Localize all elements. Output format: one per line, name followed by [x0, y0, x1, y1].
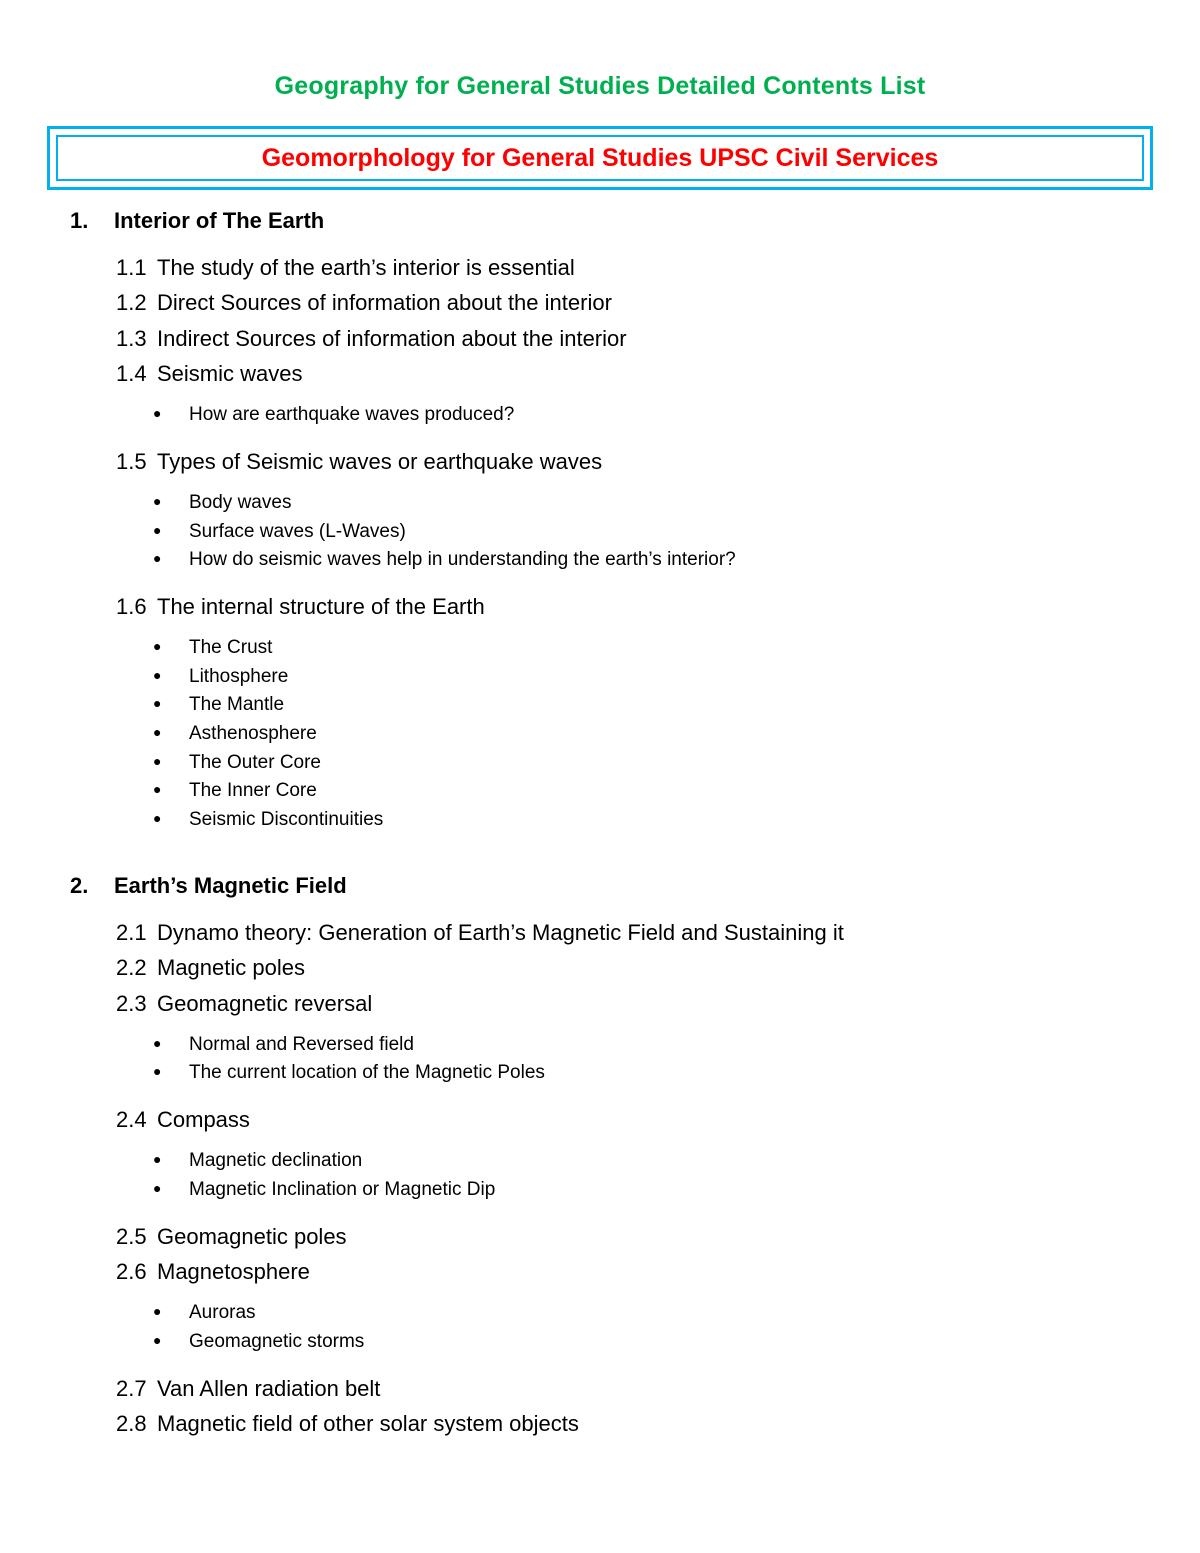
- bullet-text: The Crust: [189, 637, 273, 659]
- subsection-item: [116, 290, 612, 316]
- subsection-number: 1.2: [116, 290, 147, 316]
- section-banner-inner: [56, 135, 1144, 181]
- bullet-icon: ●: [153, 809, 162, 826]
- subsection-title: Compass: [157, 1107, 250, 1133]
- subsection-number: 2.7: [116, 1375, 147, 1401]
- subsection-number: 2.3: [116, 990, 147, 1016]
- subsection-number: 2.5: [116, 1223, 147, 1249]
- bullet-item: [153, 521, 406, 543]
- bullet-text: Normal and Reversed field: [189, 1033, 414, 1055]
- subsection-title: Magnetic poles: [157, 955, 305, 981]
- subsection-title: Indirect Sources of information about the interior: [157, 325, 627, 351]
- subsection-item: [116, 955, 305, 981]
- subsection-item: [116, 1224, 347, 1250]
- subsection-title: Direct Sources of information about the interior: [157, 290, 612, 316]
- bullet-icon: ●: [153, 521, 162, 538]
- section-heading: [70, 873, 347, 899]
- subsection-number: 1.1: [116, 255, 147, 280]
- bullet-text: Lithosphere: [189, 665, 289, 687]
- subsection-title: The internal structure of the Earth: [157, 594, 485, 620]
- subsection-title: Seismic waves: [157, 360, 303, 386]
- subsection-title: Dynamo theory: Generation of Earth’s Magnetic Field and Sustaining it: [157, 920, 844, 945]
- bullet-text: Surface waves (L-Waves): [189, 520, 406, 542]
- section-number: 1.: [70, 208, 89, 233]
- bullet-icon: ●: [153, 723, 162, 740]
- bullet-icon: ●: [153, 666, 162, 683]
- subsection-item: [116, 594, 485, 620]
- subsection-number: 2.6: [116, 1259, 147, 1285]
- bullet-item: [153, 404, 514, 426]
- bullet-item: [153, 1062, 545, 1084]
- banner-title: Geomorphology for General Studies UPSC Civil Services: [261, 143, 939, 172]
- bullet-text: How are earthquake waves produced?: [189, 403, 515, 425]
- bullet-icon: ●: [153, 695, 162, 712]
- bullet-icon: ●: [153, 550, 162, 567]
- bullet-item: [153, 492, 291, 514]
- bullet-text: The Inner Core: [189, 780, 317, 802]
- subsection-item: [116, 449, 602, 475]
- subsection-title: Magnetic field of other solar system objects: [157, 1411, 579, 1436]
- subsection-number: 1.3: [116, 325, 147, 351]
- bullet-text: Asthenosphere: [189, 722, 317, 744]
- bullet-text: The current location of the Magnetic Poles: [189, 1062, 545, 1084]
- subsection-number: 2.4: [116, 1107, 147, 1133]
- bullet-icon: ●: [153, 638, 162, 655]
- bullet-text: Body waves: [189, 491, 292, 513]
- bullet-icon: ●: [153, 404, 162, 421]
- bullet-icon: ●: [153, 781, 162, 798]
- subsection-title: Geomagnetic reversal: [157, 990, 373, 1016]
- section-heading: [70, 208, 324, 234]
- bullet-icon: ●: [153, 492, 162, 509]
- subsection-item: [116, 326, 627, 352]
- subsection-number: 1.5: [116, 448, 147, 474]
- bullet-icon: ●: [153, 1063, 162, 1080]
- bullet-text: Magnetic Inclination or Magnetic Dip: [189, 1178, 496, 1200]
- subsection-item: [116, 1107, 250, 1133]
- subsection-title: The study of the earth’s interior is essential: [157, 255, 575, 280]
- bullet-icon: ●: [153, 1151, 162, 1168]
- subsection-number: 1.4: [116, 360, 147, 386]
- subsection-item: [116, 991, 372, 1017]
- section-banner: [47, 126, 1153, 190]
- subsection-item: [116, 1259, 310, 1285]
- bullet-item: [153, 549, 736, 571]
- bullet-item: [153, 809, 383, 831]
- bullet-text: The Mantle: [189, 694, 285, 716]
- subsection-item: [116, 255, 575, 281]
- subsection-item: [116, 1376, 380, 1402]
- document-title: Geography for General Studies Detailed Contents List: [274, 72, 926, 100]
- subsection-number: 2.8: [116, 1411, 147, 1436]
- bullet-item: [153, 1034, 414, 1056]
- bullet-item: [153, 1331, 364, 1353]
- bullet-item: [153, 723, 317, 745]
- bullet-icon: ●: [153, 1303, 162, 1320]
- bullet-icon: ●: [153, 1034, 162, 1051]
- section-title: Interior of The Earth: [114, 208, 325, 233]
- bullet-item: [153, 666, 288, 688]
- bullet-item: [153, 637, 272, 659]
- subsection-item: [116, 361, 302, 387]
- bullet-item: [153, 1150, 362, 1172]
- bullet-text: Magnetic declination: [189, 1150, 363, 1172]
- bullet-text: Seismic Discontinuities: [189, 808, 384, 830]
- bullet-text: The Outer Core: [189, 751, 321, 773]
- subsection-number: 2.1: [116, 920, 147, 945]
- bullet-item: [153, 752, 321, 774]
- bullet-text: Auroras: [189, 1302, 256, 1324]
- bullet-icon: ●: [153, 1179, 162, 1196]
- section-number: 2.: [70, 873, 89, 898]
- subsection-item: [116, 920, 844, 946]
- subsection-title: Magnetosphere: [157, 1259, 310, 1285]
- bullet-text: Geomagnetic storms: [189, 1330, 365, 1352]
- subsection-title: Geomagnetic poles: [157, 1223, 347, 1249]
- bullet-item: [153, 1302, 256, 1324]
- subsection-item: [116, 1411, 579, 1437]
- bullet-item: [153, 1179, 495, 1201]
- subsection-title: Van Allen radiation belt: [157, 1375, 381, 1401]
- bullet-icon: ●: [153, 1331, 162, 1348]
- bullet-item: [153, 780, 317, 802]
- subsection-number: 2.2: [116, 955, 147, 981]
- subsection-title: Types of Seismic waves or earthquake waves: [157, 448, 603, 474]
- bullet-text: How do seismic waves help in understanding the earth’s interior?: [189, 549, 736, 571]
- subsection-number: 1.6: [116, 594, 147, 620]
- bullet-item: [153, 694, 284, 716]
- bullet-icon: ●: [153, 752, 162, 769]
- section-title: Earth’s Magnetic Field: [114, 873, 347, 898]
